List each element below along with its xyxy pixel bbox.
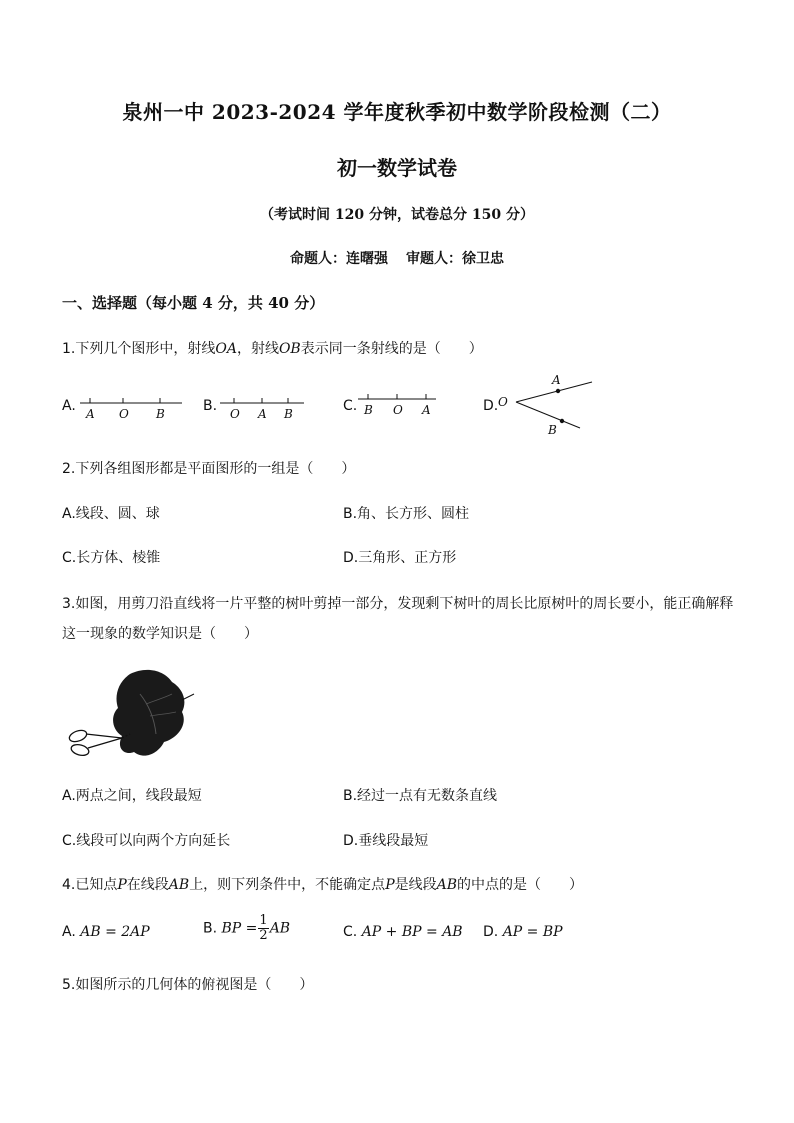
q3-leaf-scissors-figure <box>64 664 198 764</box>
reviewer-label: 审题人：徐卫忠 <box>406 251 504 267</box>
q4-point-p: P <box>117 877 127 893</box>
q1a-point-a: A <box>86 407 95 421</box>
q1-option-a <box>62 398 76 414</box>
q1-ray-ob: OB <box>278 341 301 357</box>
fraction-numerator: 1 <box>259 913 268 928</box>
q4-option-d-expr: AP = BP <box>502 924 563 940</box>
q4-option-c-expr: AP + BP = AB <box>361 924 463 940</box>
question-5-stem: 5.如图所示的几何体的俯视图是（ ） <box>62 977 314 993</box>
question-3-stem-line2: 这一现象的数学知识是（ ） <box>62 626 258 642</box>
q1c-point-b: B <box>364 403 373 417</box>
q4-option-d-label: D. <box>483 924 499 940</box>
q4-option-a-label: A. <box>62 924 76 940</box>
q1a-point-o: O <box>119 407 129 421</box>
q1c-point-o: O <box>393 403 403 417</box>
q4-option-b-label: B. <box>203 920 218 937</box>
q2-option-b: B.角、长方形、圆柱 <box>343 506 470 522</box>
q4-text-mid3: 是线段 <box>394 877 437 893</box>
q1b-point-a: A <box>258 407 267 421</box>
q1-option-c-figure <box>356 390 440 422</box>
leaf-icon <box>113 670 194 756</box>
q1-text-mid: ，射线 <box>236 341 279 357</box>
q2-option-c: C.长方体、棱锥 <box>62 550 161 566</box>
q1-option-b <box>203 398 217 414</box>
exam-subtitle: 初一数学试卷 <box>337 156 457 180</box>
q1-option-d-label: D. <box>483 398 499 414</box>
q3-option-c: C.线段可以向两个方向延长 <box>62 833 231 849</box>
exam-authors <box>0 248 794 268</box>
q1-option-c-label: C. <box>343 398 358 414</box>
q1b-point-o: O <box>230 407 240 421</box>
q3-option-a: A.两点之间，线段最短 <box>62 788 202 804</box>
q4-option-d <box>483 924 563 940</box>
q1c-point-a: A <box>422 403 431 417</box>
q4-segment-ab: AB <box>168 877 190 893</box>
q2-option-a: A.线段、圆、球 <box>62 506 160 522</box>
q3-option-d: D.垂线段最短 <box>343 833 429 849</box>
q4-option-b-fraction <box>258 914 268 943</box>
fraction-denominator: 2 <box>259 928 268 943</box>
q1a-point-b: B <box>156 407 165 421</box>
q4-option-a <box>62 924 150 940</box>
q4-option-c-label: C. <box>343 924 358 940</box>
q2-option-d: D.三角形、正方形 <box>343 550 457 566</box>
q1-option-a-label: A. <box>62 398 76 414</box>
q1d-point-o: O <box>498 395 508 409</box>
q1d-dot-b <box>560 419 564 423</box>
question-4-stem <box>62 874 583 894</box>
question-3-stem-line1: 3.如图，用剪刀沿直线将一片平整的树叶剪掉一部分，发现剩下树叶的周长比原树叶的周长要小，能正确解释 <box>62 596 734 612</box>
section-heading-choice: 一、选择题（每小题 4 分，共 40 分） <box>62 294 325 312</box>
q1b-point-b: B <box>284 407 293 421</box>
q1d-dot-a <box>556 389 560 393</box>
question-1-stem <box>62 338 483 358</box>
q1-text-post: 表示同一条射线的是（ ） <box>300 341 483 357</box>
q1-text-pre: 1.下列几个图形中，射线 <box>62 341 216 357</box>
q4-option-b-rhs: AB <box>269 920 291 937</box>
q4-text-post: 的中点的是（ ） <box>457 877 584 893</box>
q4-option-b <box>203 914 290 943</box>
q1-option-b-label: B. <box>203 398 218 414</box>
q4-option-c <box>343 924 463 940</box>
setter-label: 命题人：连曙强 <box>290 251 388 267</box>
q4-text-mid1: 在线段 <box>126 877 169 893</box>
q4-text-pre: 4.已知点 <box>62 877 118 893</box>
q4-option-a-expr: AB = 2AP <box>80 924 150 940</box>
q1d-point-a: A <box>552 373 561 387</box>
q1-option-b-figure <box>218 390 308 422</box>
q1-ray-oa: OA <box>215 341 237 357</box>
q1-option-a-figure <box>78 390 184 422</box>
q1-option-d-figure <box>494 372 598 436</box>
exam-title: 泉州一中 2023-2024 学年度秋季初中数学阶段检测（二） <box>122 100 672 124</box>
q4-segment-ab-2: AB <box>436 877 458 893</box>
q4-text-mid2: 上，则下列条件中，不能确定点 <box>189 877 386 893</box>
exam-time-note: （考试时间 120 分钟，试卷总分 150 分） <box>260 207 534 223</box>
q4-option-b-lhs: BP = <box>221 920 258 937</box>
q3-option-b: B.经过一点有无数条直线 <box>343 788 498 804</box>
question-2-stem: 2.下列各组图形都是平面图形的一组是（ ） <box>62 461 356 477</box>
q4-point-p-2: P <box>385 877 395 893</box>
q1d-point-b: B <box>548 423 557 436</box>
